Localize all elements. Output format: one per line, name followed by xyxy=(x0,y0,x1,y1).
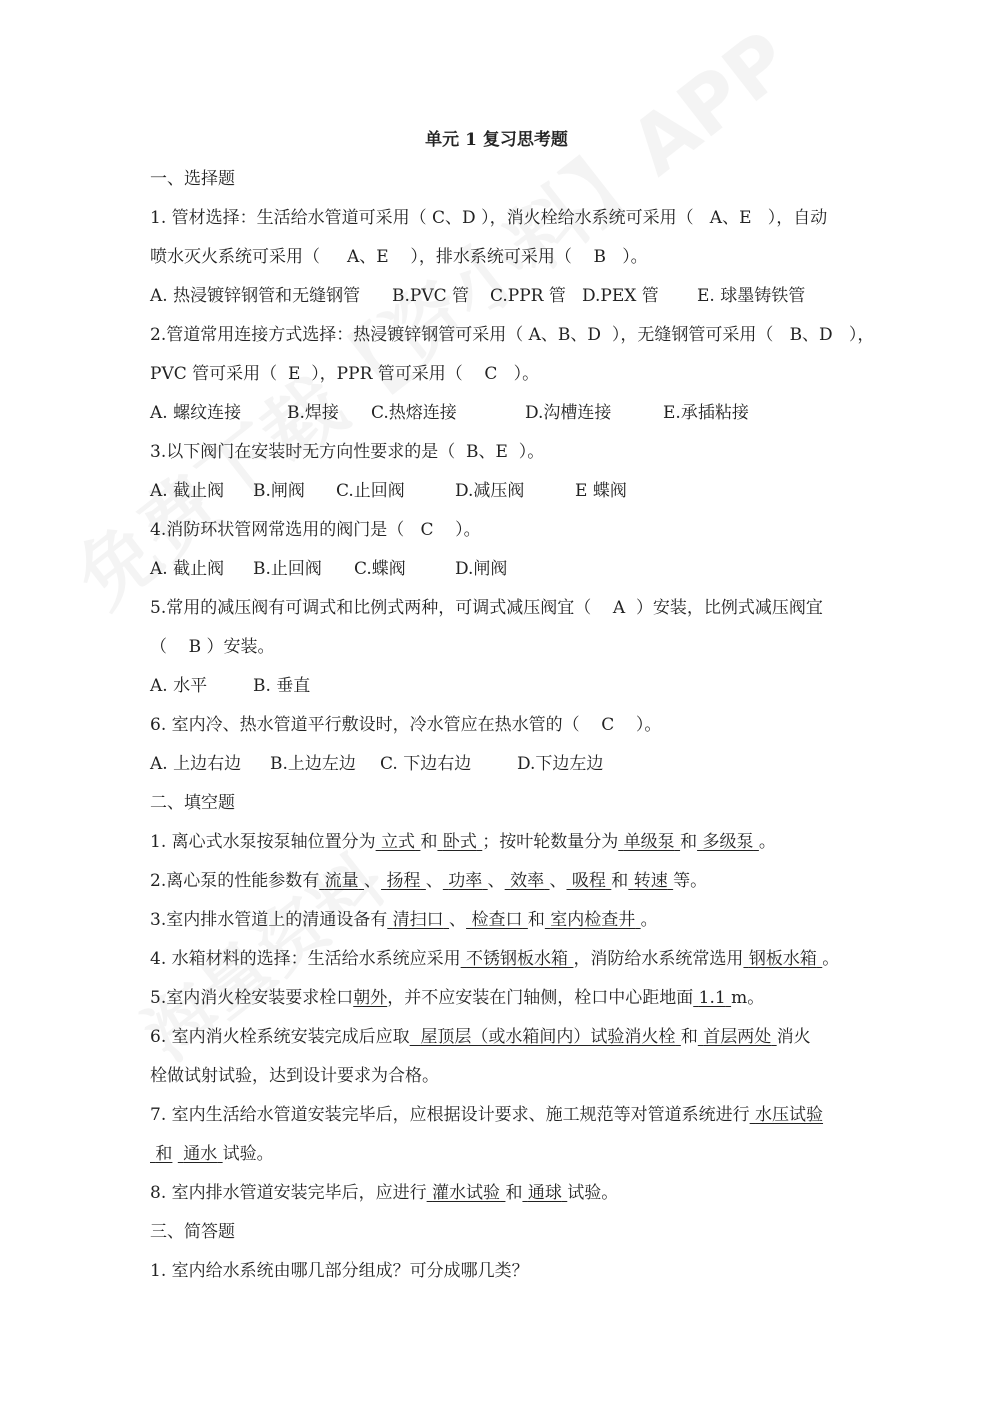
option: D.减压阀 xyxy=(455,481,525,501)
question-6: 6. 室内冷、热水管道平行敷设时，冷水管应在热水管的（ C ）。 xyxy=(150,715,662,735)
option: B.焊接 xyxy=(287,403,339,423)
option: E 蝶阀 xyxy=(575,481,627,501)
page-title: 单元 1 复习思考题 xyxy=(425,130,568,150)
fill-3: 3.室内排水管道上的清通设备有 清扫口 、 检查口 和 室内检查井 。 xyxy=(150,910,658,930)
fill-6-cont: 栓做试射试验，达到设计要求为合格。 xyxy=(150,1066,439,1086)
fill-2: 2.离心泵的性能参数有 流量 、 扬程 、 功率 、 效率 、 吸程 和 转速 等。 xyxy=(150,871,708,891)
option: D.PEX 管 xyxy=(582,286,659,306)
option: C.止回阀 xyxy=(336,481,405,501)
fill-1: 1. 离心式水泵按泵轴位置分为 立式 和 卧式 ；按叶轮数量分为 单级泵 和 多级泵 。 xyxy=(150,832,776,852)
option: B.PVC 管 xyxy=(392,286,470,306)
question-3: 3.以下阀门在安装时无方向性要求的是（ B、E ）。 xyxy=(150,442,545,462)
option: A. 螺纹连接 xyxy=(150,403,242,423)
option: E.承插粘接 xyxy=(663,403,749,423)
question-1: 1. 管材选择：生活给水管道可采用（ C、D ），消火栓给水系统可采用（ A、E ），自动 xyxy=(150,208,828,228)
option: D.下边左边 xyxy=(517,754,604,774)
question-5-cont: （ B ）安装。 xyxy=(150,637,275,657)
fill-4: 4. 水箱材料的选择：生活给水系统应采用 不锈钢板水箱 ，消防给水系统常选用 钢板水箱 。 xyxy=(150,949,840,969)
fill-7-cont: 和 通水 试验。 xyxy=(155,1144,274,1164)
option: C.PPR 管 xyxy=(490,286,566,306)
fill-5: 5.室内消火栓安装要求栓口朝外，并不应安装在门轴侧，栓口中心距地面 1.1 m。 xyxy=(150,988,765,1008)
option: B.上边左边 xyxy=(270,754,356,774)
option: C.热熔连接 xyxy=(371,403,457,423)
option: C.蝶阀 xyxy=(354,559,406,579)
option: A. 截止阀 xyxy=(150,481,225,501)
option: C. 下边右边 xyxy=(380,754,472,774)
option: A. 热浸镀锌钢管和无缝钢管 xyxy=(150,286,361,306)
option: D.沟槽连接 xyxy=(525,403,612,423)
section-heading: 三、简答题 xyxy=(150,1222,235,1242)
fill-6: 6. 室内消火栓系统安装完成后应取 屋顶层（或水箱间内）试验消火栓 和 首层两处 消火 xyxy=(150,1027,811,1047)
fill-8: 8. 室内排水管道安装完毕后，应进行 灌水试验 和 通球 试验。 xyxy=(150,1183,619,1203)
option: A. 上边右边 xyxy=(150,754,242,774)
question-4: 4.消防环状管网常选用的阀门是（ C ）。 xyxy=(150,520,481,540)
section-heading: 二、填空题 xyxy=(150,793,235,813)
short-answer-1: 1. 室内给水系统由哪几部分组成？可分成哪几类？ xyxy=(150,1261,529,1281)
question-2-cont: PVC 管可采用（ E ），PPR 管可采用（ C ）。 xyxy=(150,364,540,384)
option: A. 水平 xyxy=(150,676,208,696)
question-5: 5.常用的减压阀有可调式和比例式两种，可调式减压阀宜（ A ）安装，比例式减压阀宜 xyxy=(150,598,823,618)
option: E. 球墨铸铁管 xyxy=(697,286,806,306)
option: B.止回阀 xyxy=(253,559,322,579)
option: B. 垂直 xyxy=(253,676,311,696)
question-1-cont: 喷水灭火系统可采用（ A、E ），排水系统可采用（ B ）。 xyxy=(150,247,648,267)
option: B.闸阀 xyxy=(253,481,305,501)
question-2: 2.管道常用连接方式选择：热浸镀锌钢管可采用（ A、B、D ），无缝钢管可采用（ B、D ）， xyxy=(150,325,875,345)
fill-7: 7. 室内生活给水管道安装完毕后，应根据设计要求、施工规范等对管道系统进行 水压试验 xyxy=(150,1105,824,1125)
option: A. 截止阀 xyxy=(150,559,225,579)
option: D.闸阀 xyxy=(455,559,508,579)
section-heading: 一、选择题 xyxy=(150,169,235,189)
